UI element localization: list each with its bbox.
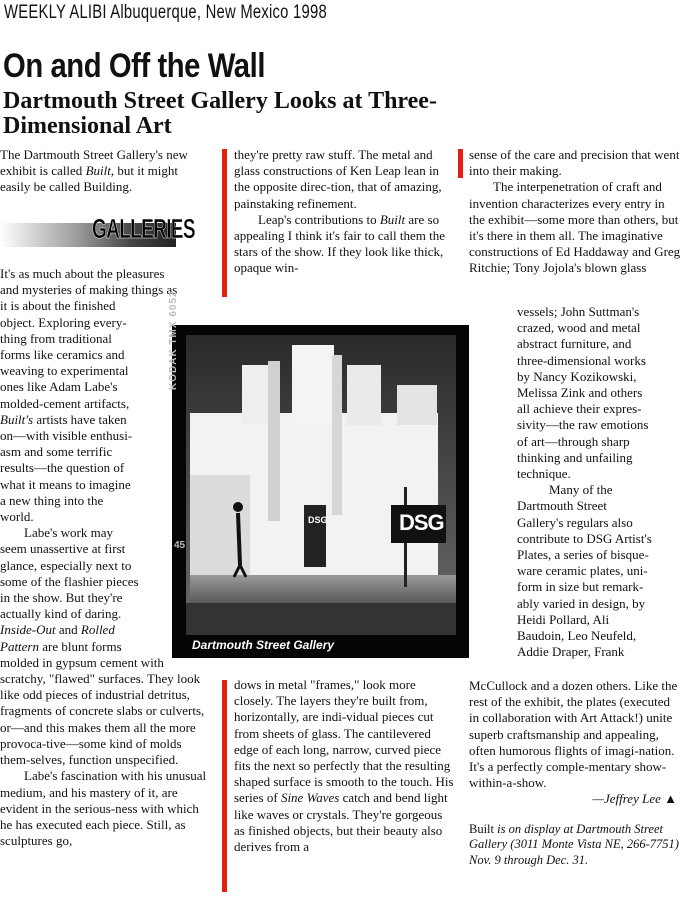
gallery-photograph — [172, 325, 469, 658]
end-mark-icon: ▲ — [664, 791, 677, 807]
intro-title-em: Built — [85, 163, 111, 179]
work-title-em: Rolled — [80, 622, 115, 638]
col1-line: glance, especially next to — [0, 557, 132, 573]
col1-text: and — [55, 622, 81, 638]
built-em: Built — [379, 211, 406, 227]
col1-line: It's as much about the pleasures — [0, 266, 165, 281]
col2-text: are so appealing I think it's fair to call them the stars of the show. If they look like thick, opaque win- — [234, 211, 446, 276]
col3-line: contribute to DSG Artist's — [517, 530, 652, 546]
work-title-em: Pattern — [0, 638, 39, 654]
column-3-wrap — [517, 304, 683, 660]
col1-line: what it means to imagine — [0, 476, 131, 492]
galleries-label: GALLERIES — [92, 213, 195, 244]
byline — [469, 791, 681, 807]
col1-line: thing from traditional — [0, 330, 112, 346]
col1-line: object. Exploring every- — [0, 314, 127, 330]
col3-paragraph: sense of the care and precision that went into their making. — [469, 147, 680, 179]
photo-art — [172, 325, 469, 658]
col3-line: of art—through sharp — [517, 433, 630, 449]
dsg-sign-small: DSG — [308, 515, 328, 525]
col3-line: by Nancy Kozikowski, — [517, 368, 637, 384]
headline: On and Off the Wall — [3, 47, 266, 85]
built-em: Built's — [0, 411, 34, 427]
col2-paragraph — [234, 677, 454, 855]
exhibit-title: Built — [469, 821, 495, 836]
col1-line: actually kind of daring. — [0, 606, 122, 622]
intro-text-b: , but it might easily be called Building. — [0, 163, 179, 195]
col1-line: in the show. But they're — [0, 590, 123, 606]
col1-line: results—the question of — [0, 460, 125, 476]
work-title-em: Inside-Out — [0, 622, 56, 638]
col3-line: all achieve their expres- — [517, 401, 642, 417]
col3-line: Dartmouth Street — [517, 498, 607, 514]
col3-line: Plates, a series of bisque- — [517, 547, 649, 563]
masthead: WEEKLY ALIBI Albuquerque, New Mexico 1998 — [4, 2, 327, 23]
film-edge-marking: KODAK TMX 6052 — [168, 290, 179, 390]
column-2-bottom — [234, 677, 454, 855]
col1-paragraph: molded in gypsum cement with scratchy, "flawed" surfaces. They look like odd pieces of industrial detritus, fragments of concrete slabs or culverts, or—and this makes them all the more provoca-tive—some kind of molds them-selves, function unspecified. — [0, 654, 205, 768]
col1-line: it is about the finished — [0, 298, 116, 314]
col1-line: and mysteries of making things as — [0, 282, 178, 298]
col3-line: form in size but remark- — [517, 579, 644, 595]
col3-line: abstract furniture, and — [517, 336, 632, 352]
col3-line: thinking and unfailing — [517, 449, 633, 465]
col3-line: Melissa Zink and others — [517, 385, 643, 401]
col3-line: vessels; John Suttman's — [517, 304, 640, 319]
subheadline: Dartmouth Street Gallery Looks at Three-Dimensional Art — [3, 88, 437, 139]
col2-text: catch and bend light like waves or crystals. They're gorgeous as finished objects, but their beauty also derives from a — [234, 790, 448, 855]
col1-text: are blunt forms — [39, 638, 122, 654]
col3-line: crazed, wood and metal — [517, 320, 641, 336]
intro-text-a: The Dartmouth Street Gallery's new exhibit is called — [0, 147, 188, 179]
author-name: —Jeffrey Lee — [592, 791, 661, 807]
col2-text: dows in metal "frames," look more closely. The layers they're built from, horizontally, are indi-vidual pieces cut from sheets of glass. The cantilevered edge of each long, narrow, curved piece fits the next so perfectly that the resulting shaped surface is smooth to the touch. His series of — [234, 677, 454, 806]
exhibit-details: is on display at Dartmouth Street Gallery (3011 Monte Vista NE, 266-7751) Nov. 9 through Dec. 31. — [469, 821, 679, 867]
col1-paragraph: Labe's fascination with his unusual medium, and his mastery of it, are evident in the serious-ness with which he has executed each piece. Still, as sculptures go, — [0, 768, 207, 849]
col3-line: Baudoin, Leo Neufeld, — [517, 628, 637, 644]
col1-line: molded-cement artifacts, — [0, 395, 130, 411]
col1-line: seem unassertive at first — [0, 541, 126, 557]
col1-line: weaving to experimental — [0, 363, 129, 379]
col3-line: Many of the — [549, 482, 613, 498]
col1-line: world. — [0, 509, 34, 525]
intro-paragraph — [0, 147, 210, 196]
work-title-em: Sine Waves — [280, 790, 340, 806]
film-frame-number: 45 — [174, 540, 186, 551]
col3-line: technique. — [517, 466, 571, 482]
col1-line: on—with visible enthusi- — [0, 428, 133, 444]
col2-paragraph: they're pretty raw stuff. The metal and glass constructions of Ken Leap lean in the opposite direc-tion, that of amazing, painstaking refinement. — [234, 147, 442, 211]
col1-line: a new thing into the — [0, 492, 104, 508]
dsg-sign-large: DSG — [399, 510, 444, 535]
col3-paragraph: McCullock and a dozen others. Like the rest of the exhibit, the plates (executed in collaboration with Art Attack!) unite superb craftsmanship and appealing, often humorous flights of imagi-nation. It's a perfectly comple-mentary show-within-a-show. — [469, 678, 678, 791]
col1-line: Labe's work may — [24, 525, 113, 541]
col2-paragraph — [234, 212, 448, 277]
col3-line: Addie Draper, Frank — [517, 644, 625, 660]
col2-text: Leap's contributions to — [258, 211, 380, 227]
col3-line: ably varied in design, by — [517, 595, 646, 611]
exhibit-info — [469, 822, 681, 869]
column-2-top — [234, 147, 448, 277]
column-3-bottom — [469, 678, 681, 868]
col3-line: three-dimensional works — [517, 352, 646, 368]
col3-line: ware ceramic plates, uni- — [517, 563, 648, 579]
column-rule-red — [458, 149, 463, 178]
col1-line: some of the flashier pieces — [0, 573, 139, 589]
col3-paragraph: The interpenetration of craft and invention characterizes every entry in the exhibit—some more than others, but it's there in them all. The imaginative constructions of Ed Haddaway and Greg Ritchie; Tony Jojola's blown glass — [469, 179, 681, 276]
col3-line: Gallery's regulars also — [517, 514, 633, 530]
col3-line: sivity—the raw emotions — [517, 417, 649, 433]
column-3-top — [469, 147, 681, 277]
col3-line: Heidi Pollard, Ali — [517, 611, 610, 627]
column-rule-red — [222, 149, 227, 297]
col1-line: forms like ceramics and — [0, 347, 125, 363]
col1-text: artists have taken — [33, 411, 127, 427]
col1-line: ones like Adam Labe's — [0, 379, 118, 395]
column-rule-red — [222, 680, 227, 892]
photo-caption: Dartmouth Street Gallery — [192, 638, 335, 652]
col1-line: asm and some terrific — [0, 444, 113, 460]
